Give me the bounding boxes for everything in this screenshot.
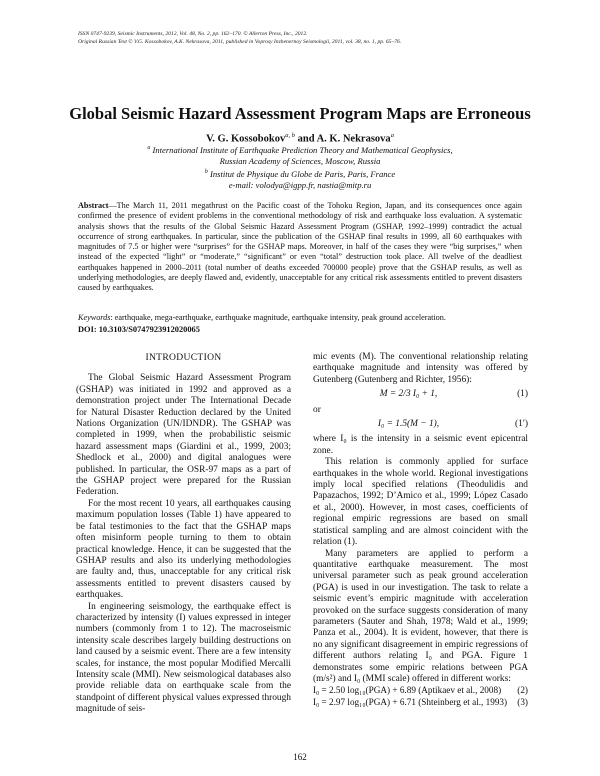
journal-header-line-2: Original Russian Text © V.G. Kossobokov, A.K. Nekrasova, 2011, published in Voprosy Inzhenernoy Seismologii, 2011, vol. 38, no. 1, pp. 65–76. xyxy=(78,39,402,45)
keywords-label: Keywords xyxy=(78,313,111,322)
right-column xyxy=(313,352,528,708)
paragraph: For the most recent 10 years, all earthquakes causing maximum population losses (Table 1) have appeared to be fatal testimonies to the fact that the GSHAP maps often misinform people turning to them to obtain practical knowledge. Hence, it can be suggested that the GSHAP results and also its underlying methodologies are faulty and, thus, unacceptable for any critical risk assessments entitled to prevent disasters caused by earthquakes. xyxy=(76,498,291,601)
equation-3 xyxy=(313,697,528,708)
section-heading-introduction: INTRODUCTION xyxy=(145,352,222,363)
affiliations xyxy=(40,143,560,191)
equation-1-prime-body: I₀ = 1.5(M − 1), xyxy=(377,419,440,430)
journal-header-line-1: ISSN 0747-9239, Seismic Instruments, 2012, Vol. 48, No. 2, pp. 162–170. © Allerton Press, Inc., 2012. xyxy=(78,31,308,37)
author-1-affiliation-mark: a, b xyxy=(285,132,295,139)
affiliation-b xyxy=(40,167,560,180)
paragraph: In engineering seismology, the earthquake effect is characterized by intensity (I) values expressed in integer numbers (commonly from 1 to 12). The macroseismic intensity scale describes largely building destructions on land caused by a seismic event. There are a few intensity scales, for instance, the most popular Modified Mercalli Intensity scale (MMI). New seismological databases also provide reliable data on earthquake scale from the standpoint of different physical values expressed through magnitude of seis- xyxy=(76,601,291,715)
affiliation-a xyxy=(40,143,560,156)
page-number: 162 xyxy=(293,752,307,762)
keywords-text: : earthquake, mega-earthquake, earthquake magnitude, earthquake intensity, peak ground acceleration. xyxy=(110,313,446,322)
paragraph: mic events (M). The conventional relationship relating earthquake magnitude and intensity was offered by Gutenberg (Gutenberg and Richter, 1956): xyxy=(313,352,528,385)
abstract-label: Abstract xyxy=(78,201,109,210)
equation-1-prime xyxy=(313,419,528,430)
affiliation-a-line-1: International Institute of Earthquake Prediction Theory and Mathematical Geophysics, xyxy=(150,144,453,155)
equation-conjunction: or xyxy=(313,404,321,415)
paragraph: This relation is commonly applied for surface earthquakes in the whole world. Regional investigations imply local specified relations (Theodulidis and Papazachos, 1992; D’Amico et al., 1999; López Casado et al., 2000). However, in most cases, coefficients of regional empiric regressions are based on small statistical sampling and are almost coincident with the relation (1). xyxy=(313,457,528,548)
equation-1-body: M = 2/3 I₀ + 1, xyxy=(379,389,438,400)
author-email: e-mail: volodya@igpp.fr, nastia@mitp.ru xyxy=(228,179,372,190)
paragraph: where I₀ is the intensity in a seismic event epicentral zone. xyxy=(313,434,528,456)
author-conjunction: and xyxy=(294,133,317,145)
equation-2-body: I₀ = 2.50 log₁₀(PGA) + 6.89 (Aptikaev et al., 2008) xyxy=(313,685,502,696)
abstract xyxy=(78,201,522,294)
paragraph: The Global Seismic Hazard Assessment Program (GSHAP) was initiated in 1992 and approved as a demonstration project under The International Decade for Natural Disaster Reduction declared by the United Nations Organization (UN/IDNDR). The GSHAP was completed in 1999, when the probabilistic seismic hazard assessment maps (Giardini et al., 1999, 2003; Shedlock et al., 2000) and digital analogues were published. In particular, the OSR-97 maps as a part of the GSHAP project were prepared for the Russian Federation. xyxy=(76,373,291,498)
affiliation-a-line-2: Russian Academy of Sciences, Moscow, Russia xyxy=(219,155,381,166)
equation-2-number: (2) xyxy=(517,685,528,696)
author-2: A. K. Nekrasova xyxy=(316,133,391,145)
author-1: V. G. Kossobokov xyxy=(206,133,286,145)
affiliation-a-mark: a xyxy=(147,145,151,151)
abstract-text: —The March 11, 2011 megathrust on the Pacific coast of the Tohoku Region, Japan, and its consequences once again confirmed the presence of evident problems in the conventional methodology of risk and earthquake loss evaluation. A systematic analysis shows that the results of the Global Seismic Hazard Assessment Program (GSHAP, 1992–1999) contradict the actual occurrence of strong earthquakes. In particular, since the publication of the GSHAP final results in 1999, all 60 earthquakes with magnitudes of 7.5 or higher were “surprises” for the GSHAP maps. Moreover, in half of the cases they were “big surprises,” when instead of the expected “light” or “moderate,” “significant” or even “total” destruction took place. All twelve of the deadliest earthquakes happened in 2000–2011 (total number of deaths exceeded 700000 people) prove that the GSHAP results, as well as underlying methodologies, are deeply flawed and, evidently, unacceptable for any critical risk assessments entitled to prevent disasters caused by earthquakes. xyxy=(78,201,522,293)
left-column xyxy=(76,352,291,716)
equation-2 xyxy=(313,685,528,696)
doi: DOI: 10.3103/S0747923912020065 xyxy=(78,325,200,334)
paragraph: Many parameters are applied to perform a quantitative earthquake measurement. The most universal parameter such as peak ground acceleration (PGA) is used in our investigation. The task to relate a seismic event’s empiric magnitude with acceleration provoked on the surface suggests consideration of many parameters (Sauter and Shah, 1978; Wald et al., 1999; Panza et al., 2004). It is evident, however, that there is no any significant disagreement in empiric regressions of different authors relating I₀ and PGA. Figure 1 demonstrates some empiric relations between PGA (m/s²) and I₀ (MMI scale) offered in different works: xyxy=(313,548,528,684)
equation-1-number: (1) xyxy=(517,389,528,400)
equation-1-prime-number: (1′) xyxy=(515,419,528,430)
paper-title: Global Seismic Hazard Assessment Program Maps are Erroneous xyxy=(69,104,531,123)
keywords xyxy=(78,313,522,323)
author-2-affiliation-mark: a xyxy=(390,132,394,139)
affiliation-b-mark: b xyxy=(204,168,208,175)
equation-3-body: I₀ = 2.97 log₁₀(PGA) + 6.71 (Shteinberg et al., 1993) xyxy=(313,696,508,707)
affiliation-b-line-1: Institut de Physique du Globe de Paris, Paris, France xyxy=(207,168,396,179)
journal-header xyxy=(78,30,538,46)
equation-1 xyxy=(313,389,528,400)
equation-3-number: (3) xyxy=(517,696,528,707)
